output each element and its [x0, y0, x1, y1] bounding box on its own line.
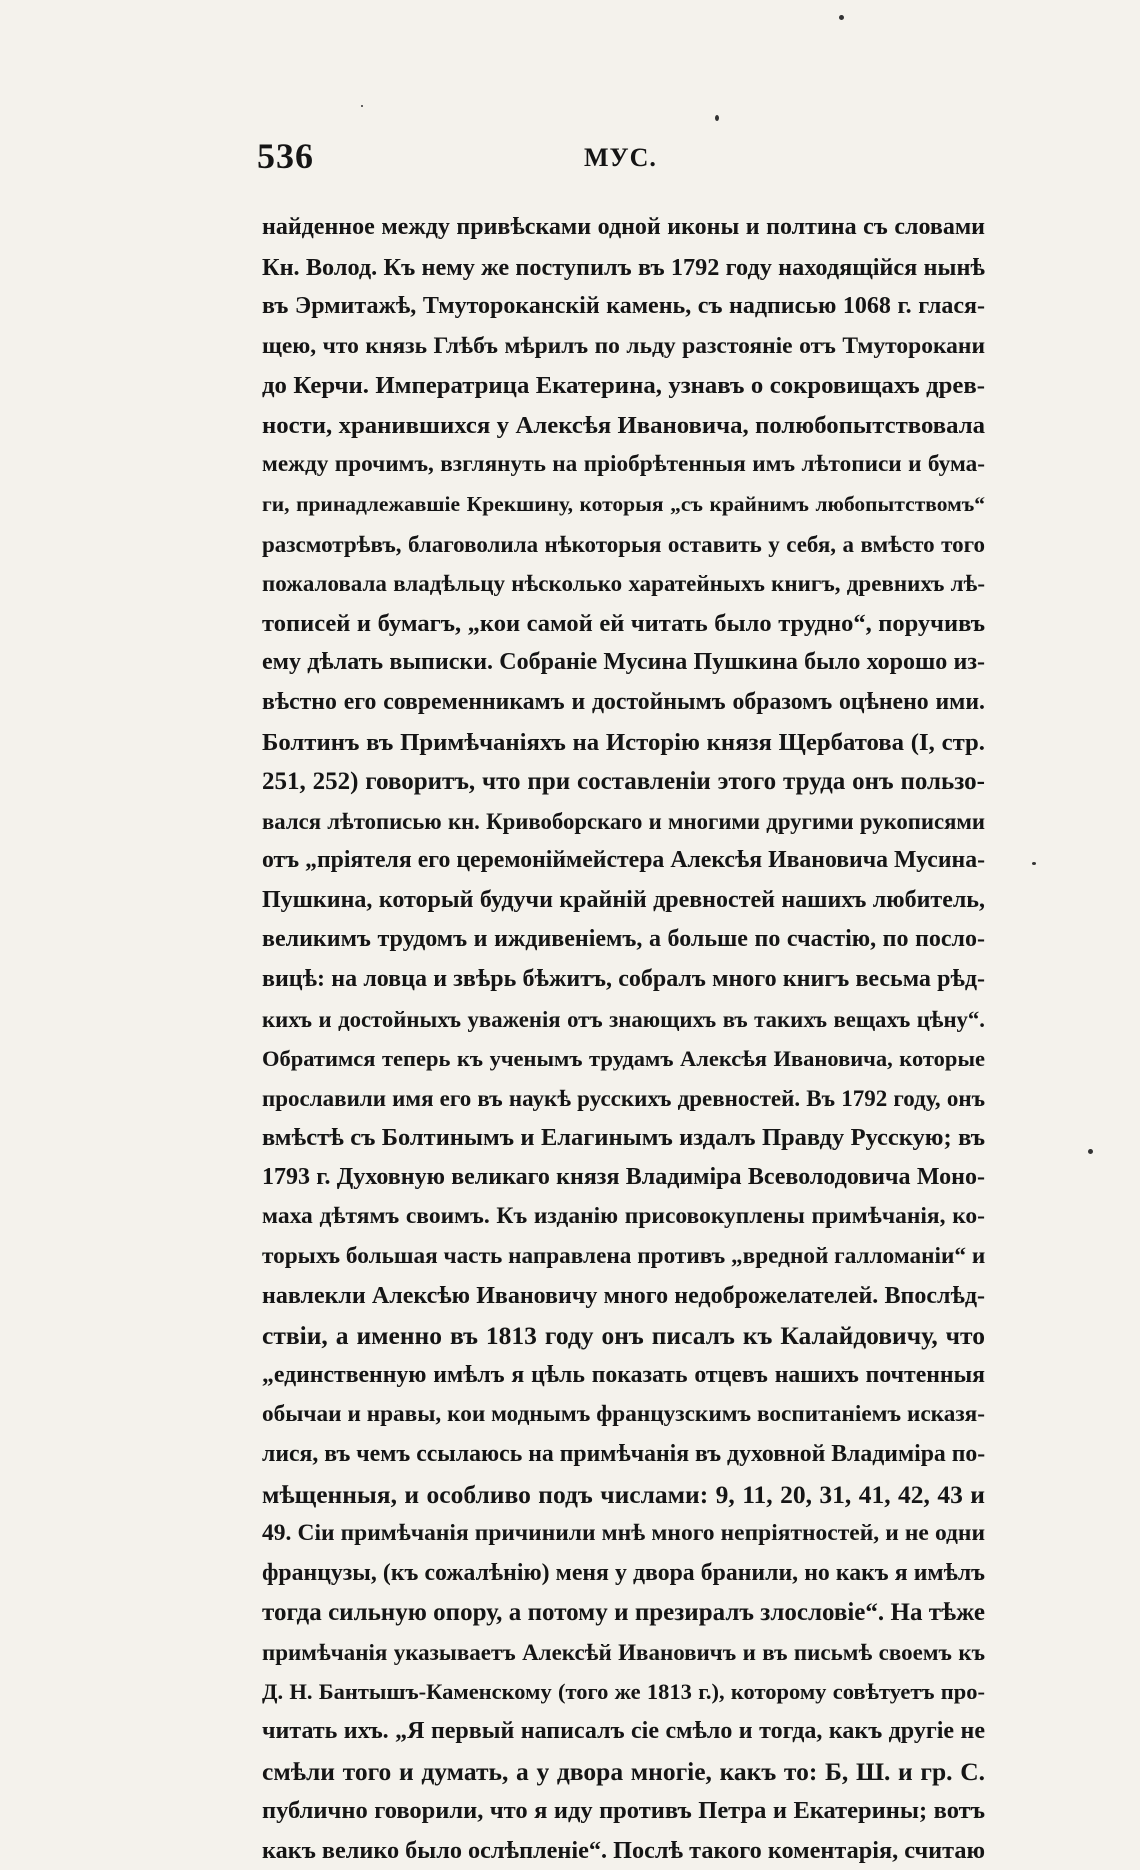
- text-line: 49. Сіи примѣчанія причинили мнѣ много непріятностей, и не одни: [262, 1520, 985, 1547]
- text-line: отъ „пріятеля его церемоніймейстера Алексѣя Ивановича Мусина-: [262, 847, 985, 874]
- text-line: ему дѣлать выписки. Собраніе Мусина Пушкина было хорошо из-: [262, 649, 985, 676]
- text-line: обычаи и нравы, кои моднымъ французскимъ воспитаніемъ исказя-: [262, 1401, 985, 1428]
- text-line: кихъ и достойныхъ уваженія отъ знающихъ въ такихъ вещахъ цѣну“.: [262, 1006, 985, 1032]
- text-line: въ Эрмитажѣ, Тмутороканскій камень, съ надписью 1068 г. глася-: [262, 293, 985, 320]
- ink-speck: [361, 105, 363, 107]
- text-line: вѣстно его современникамъ и достойнымъ образомъ оцѣнено ими.: [262, 688, 985, 715]
- body-text: [262, 208, 985, 1870]
- text-line: Пушкина, который будучи крайній древностей нашихъ любитель,: [262, 886, 985, 913]
- text-line: 1793 г. Духовную великаго князя Владиміра Всеволодовича Моно-: [262, 1163, 985, 1190]
- text-line: „единственную имѣлъ я цѣль показать отцевъ нашихъ почтенныя: [262, 1361, 985, 1388]
- ink-speck: [715, 115, 719, 121]
- text-line: ности, хранившихся у Алексѣя Ивановича, полюбопытствовала: [262, 411, 985, 439]
- text-line: лися, въ чемъ ссылаюсь на примѣчанія въ духовной Владиміра по-: [262, 1440, 986, 1467]
- text-line: вмѣстѣ съ Болтинымъ и Елагинымъ издалъ Правду Русскую; въ: [262, 1124, 985, 1152]
- text-line: до Керчи. Императрица Екатерина, узнавъ о сокровищахъ древ-: [262, 372, 985, 400]
- text-line: тописей и бумагъ, „кои самой ей читать было трудно“, поручивъ: [262, 609, 985, 637]
- text-line: щею, что князь Глѣбъ мѣрилъ по льду разстояніе отъ Тмуторокани: [262, 332, 985, 359]
- text-line: Д. Н. Бантышъ-Каменскому (того же 1813 г.), которому совѣтуетъ про-: [262, 1679, 985, 1705]
- ink-speck: [1088, 1149, 1093, 1154]
- text-line: ги, принадлежавшіе Крекшину, которыя „съ крайнимъ любопытствомъ“: [262, 492, 985, 517]
- text-line: какъ велико было ослѣпленіе“. Послѣ такого коментарія, считаю: [262, 1836, 985, 1864]
- text-line: маха дѣтямъ своимъ. Къ изданію присовокуплены примѣчанія, ко-: [262, 1203, 985, 1230]
- text-line: вицѣ: на ловца и звѣрь бѣжитъ, собралъ много книгъ весьма рѣд-: [262, 965, 985, 992]
- text-line: пожаловала владѣльцу нѣсколько харатейныхъ книгъ, древнихъ лѣ-: [262, 571, 985, 597]
- text-line: прославили имя его въ наукѣ русскихъ древностей. Въ 1792 году, онъ: [262, 1085, 985, 1111]
- text-line: Обратимся теперь къ ученымъ трудамъ Алексѣя Ивановича, которые: [262, 1046, 985, 1072]
- ink-speck: [839, 15, 844, 20]
- running-head: МУС.: [584, 143, 657, 172]
- text-line: мѣщенныя, и особливо подъ числами: 9, 11, 20, 31, 41, 42, 43 и: [262, 1479, 985, 1509]
- text-line: торыхъ большая часть направлена противъ „вредной галломаніи“ и: [262, 1243, 986, 1270]
- text-line: навлекли Алексѣю Ивановичу много недоброжелателей. Впослѣд-: [262, 1282, 985, 1309]
- text-line: публично говорили, что я иду противъ Петра и Екатерины; вотъ: [262, 1797, 985, 1825]
- text-line: смѣли того и думать, а у двора многіе, какъ то: Б, Ш. и гр. С.: [262, 1756, 985, 1786]
- page-number: 536: [257, 136, 314, 176]
- text-line: французы, (къ сожалѣнію) меня у двора бранили, но какъ я имѣлъ: [262, 1559, 985, 1586]
- text-line: найденное между привѣсками одной иконы и полтина съ словами: [262, 214, 985, 240]
- text-line: Болтинъ въ Примѣчаніяхъ на Исторію князя Щербатова (I, стр.: [262, 728, 985, 756]
- text-line: между прочимъ, взглянуть на пріобрѣтенныя имъ лѣтописи и бума-: [262, 451, 985, 478]
- text-line: великимъ трудомъ и иждивеніемъ, а больше по счастію, по посло-: [262, 926, 985, 953]
- text-line: читать ихъ. „Я первый написалъ сіе смѣло и тогда, какъ другіе не: [262, 1717, 985, 1744]
- text-line: примѣчанія указываетъ Алексѣй Ивановичъ и въ письмѣ своемъ къ: [262, 1639, 985, 1665]
- text-line: 251, 252) говоритъ, что при составленіи этого труда онъ пользо-: [262, 768, 985, 796]
- text-line: ствіи, а именно въ 1813 году онъ писалъ къ Калайдовичу, что: [262, 1321, 985, 1351]
- ink-speck: [1032, 862, 1036, 865]
- text-line: тогда сильную опору, а потому и презиралъ злословіе“. На тѣже: [262, 1599, 985, 1627]
- text-line: разсмотрѣвъ, благоволила нѣкоторыя оставить у себя, а вмѣсто того: [262, 531, 985, 557]
- text-line: Кн. Волод. Къ нему же поступилъ въ 1792 году находящійся нынѣ: [262, 253, 985, 281]
- text-line: вался лѣтописью кн. Кривоборскаго и многими другими рукописями: [262, 808, 985, 834]
